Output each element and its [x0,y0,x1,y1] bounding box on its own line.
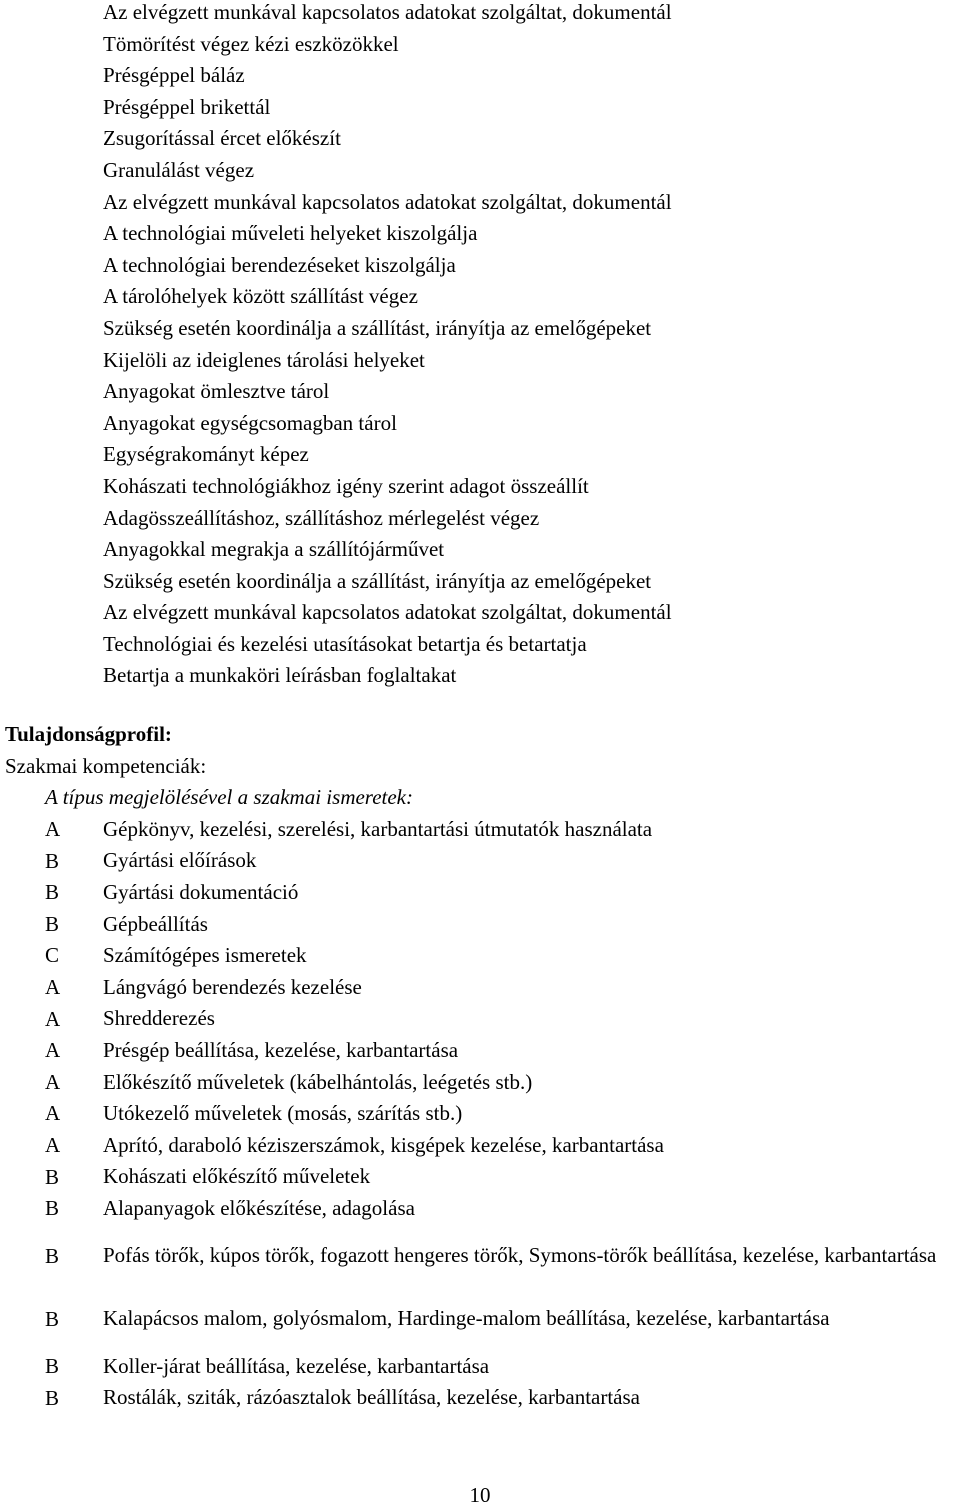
competency-description: Pofás törők, kúpos törők, fogazott hengeres törők, Symons-törők beállítása, kezelése, karbantartása [103,1243,937,1268]
competency-row [5,814,960,846]
competency-row [5,1130,960,1162]
task-line: Kijelöli az ideiglenes tárolási helyeket [103,347,425,372]
competency-description: Lángvágó berendezés kezelése [103,974,362,999]
task-line: A technológiai műveleti helyeket kiszolgálja [103,221,478,246]
competency-type: A [45,1133,61,1158]
task-line: Granulálást végez [103,157,255,182]
competency-description: Gépkönyv, kezelési, szerelési, karbantartási útmutatók használata [103,816,653,841]
competency-row [5,972,960,1004]
competencies-subtitle: Szakmai kompetenciák: [5,753,207,778]
task-line: Présgéppel brikettál [103,94,271,119]
competency-type: B [45,1385,60,1410]
competency-type: C [45,943,60,968]
competency-row [5,940,960,972]
task-line: Anyagokat egységcsomagban tárol [103,410,397,435]
task-line: Az elvégzett munkával kapcsolatos adatokat szolgáltat, dokumentál [103,600,672,625]
competency-description: Alapanyagok előkészítése, adagolása [103,1195,415,1220]
competency-row [5,845,960,877]
competency-type: A [45,1069,61,1094]
property-profile-section [5,719,960,1414]
task-line: Szükség esetén koordinálja a szállítást, irányítja az emelőgépeket [103,568,652,593]
competency-type: B [45,880,60,905]
task-line: Az elvégzett munkával kapcsolatos adatokat szolgáltat, dokumentál [103,0,672,24]
task-line: Egységrakományt képez [103,442,309,467]
task-line: Anyagokkal megrakja a szállítójárművet [103,537,445,562]
competency-description: Gyártási előírások [103,848,257,873]
competency-row [5,1161,960,1193]
competency-row [5,1067,960,1099]
task-line: Szükség esetén koordinálja a szállítást, irányítja az emelőgépeket [103,315,652,340]
competency-row [5,1035,960,1067]
task-line: Anyagokat ömlesztve tárol [103,379,330,404]
task-line: Tömörítést végez kézi eszközökkel [103,31,399,56]
task-line: Az elvégzett munkával kapcsolatos adatokat szolgáltat, dokumentál [103,189,672,214]
competency-description: Koller-járat beállítása, kezelése, karbantartása [103,1353,490,1378]
task-line: Adagösszeállításhoz, szállításhoz mérlegelést végez [103,505,540,530]
profile-title: Tulajdonságprofil: [5,722,172,746]
task-line: Présgéppel báláz [103,63,245,88]
competency-type: A [45,1006,61,1031]
competency-type: B [45,1196,60,1221]
competency-row [5,1193,960,1225]
competency-type: B [45,848,60,873]
competency-type: A [45,1038,61,1063]
competency-row [5,909,960,941]
page-number: 10 [469,1483,491,1507]
competency-type: B [45,1306,60,1331]
competency-row [5,1351,960,1383]
competency-type: A [45,1101,61,1126]
task-line: A tárolóhelyek között szállítást végez [103,284,418,309]
competency-type: A [45,975,61,1000]
task-list [103,0,953,692]
competency-row [5,1003,960,1035]
task-line: Kohászati technológiákhoz igény szerint adagot összeállít [103,473,589,498]
competency-description: Kalapácsos malom, golyósmalom, Hardinge-malom beállítása, kezelése, karbantartása [103,1306,830,1331]
competency-row [5,1382,960,1414]
task-line: Zsugorítással ércet előkészít [103,126,341,151]
competency-description: Utókezelő műveletek (mosás, szárítás stb.) [103,1101,463,1126]
competency-description: Gyártási dokumentáció [103,879,299,904]
competency-row [5,1225,960,1288]
competency-type: B [45,911,60,936]
type-note: A típus megjelölésével a szakmai ismeretek: [45,785,413,810]
competency-description: Gépbeállítás [103,911,208,936]
competency-row [5,1098,960,1130]
competency-description: Shredderezés [103,1006,215,1031]
competency-description: Présgép beállítása, kezelése, karbantartása [103,1037,459,1062]
task-line: A technológiai berendezéseket kiszolgálja [103,252,456,277]
competency-type: B [45,1243,60,1268]
competency-row [5,1288,960,1351]
competency-description: Aprító, daraboló kéziszerszámok, kisgépek kezelése, karbantartása [103,1132,664,1157]
task-line: Betartja a munkaköri leírásban foglaltakat [103,663,457,688]
task-line: Technológiai és kezelési utasításokat betartja és betartatja [103,631,587,656]
competency-row [5,877,960,909]
competency-type: A [45,817,61,842]
competency-description: Rostálák, sziták, rázóasztalok beállítása, kezelése, karbantartása [103,1385,640,1410]
competency-type: B [45,1354,60,1379]
competency-table [5,814,960,1414]
competency-description: Számítógépes ismeretek [103,943,307,968]
competency-description: Kohászati előkészítő műveletek [103,1164,371,1189]
competency-type: B [45,1164,60,1189]
competency-description: Előkészítő műveletek (kábelhántolás, leégetés stb.) [103,1069,533,1094]
